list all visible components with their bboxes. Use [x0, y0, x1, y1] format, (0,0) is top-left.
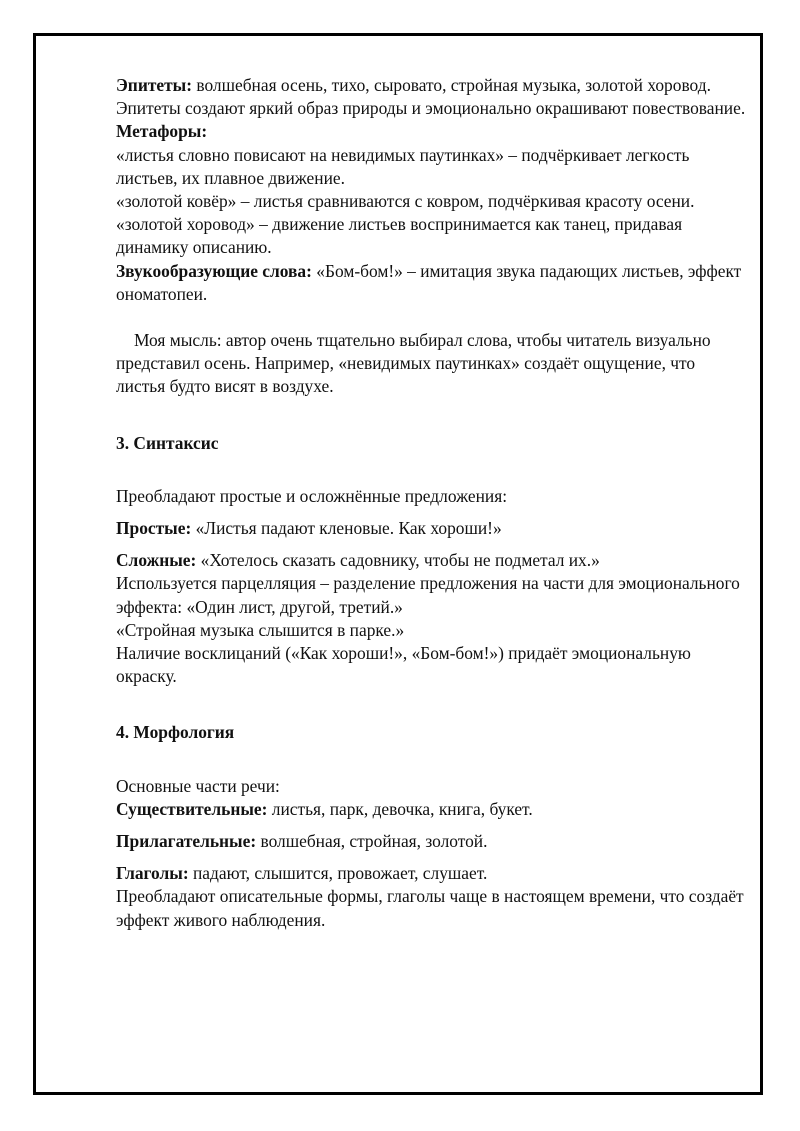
sound-words-paragraph — [116, 260, 746, 306]
epithets-effect: Эпитеты создают яркий образ природы и эмоционально окрашивают повествование. — [116, 98, 746, 119]
syntax-intro: Преобладают простые и осложнённые предложения: — [116, 485, 508, 506]
epithets-label: Эпитеты: — [116, 75, 193, 95]
morphology-verbs-label: Глаголы: — [116, 863, 189, 884]
syntax-exclamations: Наличие восклицаний («Как хороши!», «Бом-бом!») придаёт эмоциональную окраску. — [116, 643, 691, 687]
syntax-complex — [116, 549, 746, 572]
metaphor-item: «золотой хоровод» – движение листьев воспринимается как танец, придавая динамику описанию. — [116, 214, 683, 258]
morphology-nouns — [116, 798, 746, 821]
metaphors-label: Метафоры: — [116, 121, 208, 142]
sound-words-label: Звукообразующие слова: — [116, 260, 312, 281]
morphology-nouns-text: листья, парк, девочка, книга, букет. — [267, 798, 533, 819]
morphology-intro: Основные части речи: — [116, 775, 280, 796]
sound-words-text: «Бом-бом!» – имитация звука падающих листьев, эффект ономатопеи. — [116, 260, 742, 304]
syntax-parcellation: Используется парцелляция – разделение предложения на части для эмоционального эффекта: «Один лист, другой, третий.» — [116, 573, 740, 617]
morphology-adjectives-label: Прилагательные: — [116, 831, 257, 852]
morphology-nouns-label: Существительные: — [116, 798, 268, 819]
syntax-simple — [116, 517, 746, 540]
syntax-heading: 3. Синтаксис — [116, 432, 219, 453]
syntax-complex-text: «Хотелось сказать садовнику, чтобы не подметал их.» — [196, 550, 600, 571]
epithets-text: волшебная осень, тихо, сыровато, стройная музыка, золотой хоровод. — [192, 75, 711, 95]
syntax-music: «Стройная музыка слышится в парке.» — [116, 619, 405, 640]
document-body — [116, 74, 746, 932]
syntax-simple-label: Простые: — [116, 518, 192, 539]
metaphor-item: «листья словно повисают на невидимых паутинках» – подчёркивает легкость листьев, их плавное движение. — [116, 144, 690, 188]
morphology-adjectives — [116, 830, 746, 853]
epithets-paragraph — [116, 74, 746, 97]
metaphor-item: «золотой ковёр» – листья сравниваются с ковром, подчёркивая красоту осени. — [116, 191, 695, 212]
morphology-verbs — [116, 862, 746, 885]
morphology-verbs-text: падают, слышится, провожает, слушает. — [188, 863, 488, 884]
syntax-simple-text: «Листья падают кленовые. Как хороши!» — [191, 518, 502, 539]
morphology-conclusion: Преобладают описательные формы, глаголы чаще в настоящем времени, что создаёт эффект живого наблюдения. — [116, 886, 744, 930]
my-thought-paragraph: Моя мысль: автор очень тщательно выбирал слова, чтобы читатель визуально представил осень. Например, «невидимых паутинках» создаёт ощущение, что листья будто висят в воздухе. — [116, 330, 711, 397]
morphology-adjectives-text: волшебная, стройная, золотой. — [256, 831, 488, 852]
morphology-heading: 4. Морфология — [116, 722, 235, 743]
syntax-complex-label: Сложные: — [116, 550, 197, 571]
